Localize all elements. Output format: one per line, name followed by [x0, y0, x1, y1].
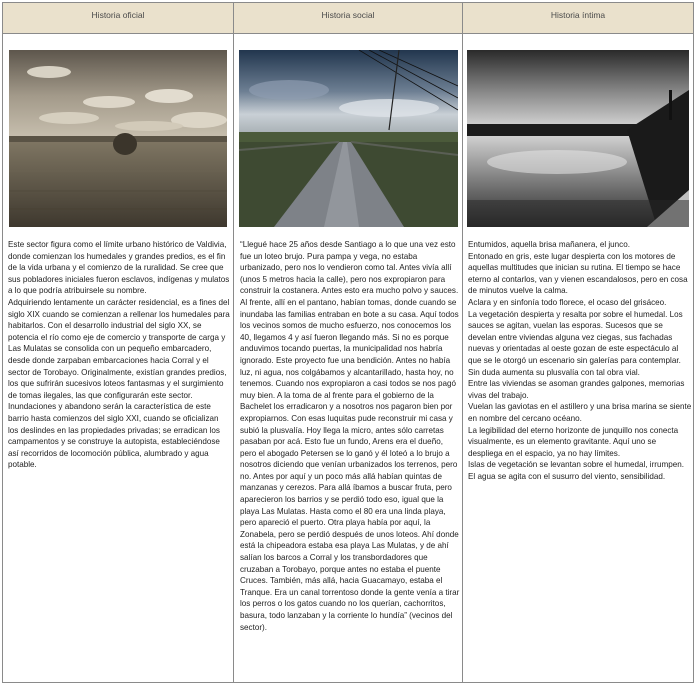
- road-sky-photo: [239, 50, 458, 227]
- river-reflection-photo: [467, 50, 689, 227]
- history-table: [2, 2, 694, 683]
- paragraph: Aclara y en sinfonía todo florece, el ocaso del grisáceo.: [468, 297, 667, 307]
- paragraph: La legibilidad del eterno horizonte de junquillo nos conecta visualmente, es un elemento gravitante. Aquí uno se despliega en el espacio, ya no hay límites.: [468, 425, 679, 458]
- paragraph: Islas de vegetación se levantan sobre el humedal, irrumpen.: [468, 460, 684, 470]
- paragraph: La vegetación despierta y resalta por sobre el humedal. Los sauces se agitan, vuelan las esporas. Sucesos que se develan entre viviendas alguna vez ciegas, sus fachadas nuevas y orientadas al oeste gozan de este espectáculo al que se le otorgó un escenario sin galerías para contemplar. Sin duda aumenta su plusvalía con tal obra vial.: [468, 309, 683, 377]
- column-header: Historia social: [234, 3, 462, 34]
- column-historia-oficial: [3, 3, 233, 682]
- paragraph: Vuelan las gaviotas en el astillero y una brisa marina se siente en nombre del cercano océano.: [468, 402, 692, 423]
- column-historia-social: [233, 3, 462, 682]
- paragraph: Entumidos, aquella brisa mañanera, el junco.: [468, 240, 630, 249]
- paragraph: Entre las viviendas se asoman grandes galpones, memorias vivas del trabajo.: [468, 379, 685, 400]
- sepia-field-photo: [9, 50, 227, 227]
- column-historia-intima: [462, 3, 693, 682]
- column-header: Historia íntima: [463, 3, 693, 34]
- paragraph: Este sector figura como el límite urbano histórico de Valdivia, donde comienzan los humedales y grandes predios, es el fin de la vida urbana y el comienzo de la ruralidad. Se cree que sus pobladores iniciales fueron esclavos, indígenas y mulatos a lo que podría atribuirsele su nombre.: [8, 240, 230, 296]
- column-text: [468, 239, 692, 482]
- paragraph: “Llegué hace 25 años desde Santiago a lo que una vez esto fue un loteo brujo. Pura pampa y vega, no estaba urbanizado, pero nos lo vendieron como tal. Antes vivía allí (unos 5 metros hacia la calle), pero nos expropiaron para construir la costanera. Antes esto era mucho polvo y sauces. Al frente, allí en el pantano, habían tomas, donde cuando se inundaba las familias entraban en bote a su casa. Aquí todos los vecinos somos de mucho esfuerzo, nos conocemos los 40, llegamos 4 y así fueron llegando más. Si no es porque anduvimos tocando puertas, la municipalidad nos habría ignorado. Este proyecto fue una bendición. Antes no había luz, ni agua, nos colgábamos y alcantarillado, hasta hoy, no tenemos. Cuando nos expropiaron a casi todos se nos pagó muy bien. A la toma de al frente para el gobierno de la Bachelet los erradicaron y a nosotros nos pagaron bien por expropiarnos. Con esas luquitas pude reconstruir mi casa y subió la plusvalía. Hoy llega la micro, antes sólo carretas pasaban por acá. Esto fue un fundo, Arens era el dueño, pero el abogado Petersen se lo ganó y él loteó a lo brujo a nosotros diciendo que venían urbanizados los terrenos, pero no. Antes por aquí y un poco más allá habían quintas de manzanas y cerezos. Para allá íbamos a buscar fruta, pero aparecieron los barrios y se perdió todo eso, igual que la playa Las Mulatas. Hasta como el 80 era una linda playa, pero apareció el puerto. Otra playa había por aquí, la Zonabela, pero se perdió después de unos loteos. Ahí donde está la chipeadora estaba esa playa Las Mulatas, y de ahí salían los barcos a Corral y los transbordadores que cruzaban a Torobayo, porque antes no estaba el puente Cruces. También, más allá, hacia Guacamayo, estaba el Tranque. Era un canal torrentoso donde la gente venía a tirar los perros o los gatos cuando no los querían, cachorritos, basura, todo lanzaban y la corriente lo hundía” (vecinos del sector).: [240, 240, 460, 632]
- column-header: Historia oficial: [3, 3, 233, 34]
- paragraph: Adquiriendo lentamente un carácter residencial, es a fines del siglo XIX cuando se comienzan a rellenar los humedales para habitarlos. Con el desarrollo industrial del siglo XX, se potencia el río como eje de comercio y transporte de carga y Las Mulatas se consolida con un pequeño embarcadero, desde donde zarpaban embarcaciones hacia Corral y el sector de Torobayo. Originalmente, existían grandes predios, los que sufrirán sucesivos loteos fantasmas y el surgimiento de tomas ilegales, las que configurarán este sector. Inundaciones y abandono serán la característica de este barrio hasta comienzos del siglo XXI, cuando se oficializan los deslindes en las propiedades privadas; se erradican los campamentos y se construye la autopista, estableciéndose así recorridos de locomoción pública, alumbrado y agua potable.: [8, 297, 230, 470]
- paragraph: El agua se agita con el susurro del viento, sensibilidad.: [468, 471, 666, 481]
- paragraph: Entonado en gris, este lugar despierta con los motores de aquellas multitudes que inician su rutina. El tiempo se hace eterno al contarlos, van y vienen escandalosos, pero en cosa de minutos vuelve la calma.: [468, 251, 688, 296]
- column-text: [8, 239, 230, 471]
- column-text: [240, 239, 460, 633]
